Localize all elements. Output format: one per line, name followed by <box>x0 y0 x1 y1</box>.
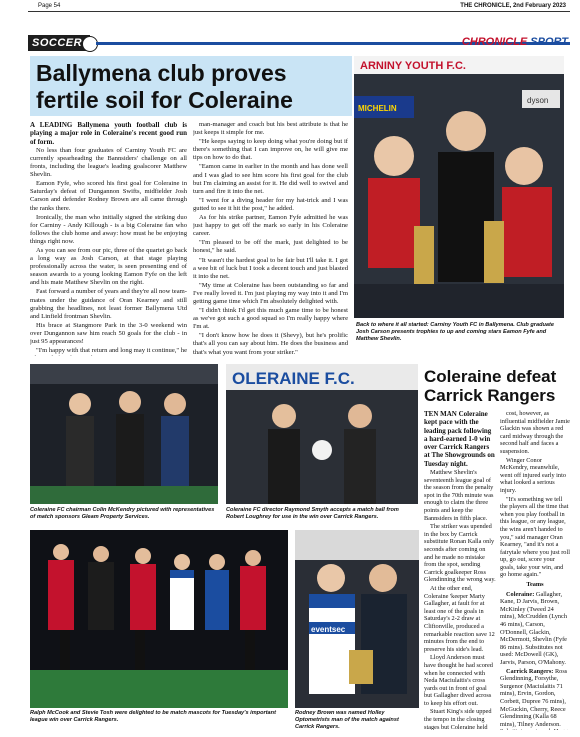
motm-photo-art <box>295 530 419 708</box>
second-col1-paragraph: At the other end, Coleraine 'keeper Marty Gallagher, at fault for at least one of the goals in Saturday's 2-2 draw at Cliftonville, produced a remarkable reaction save 12 minutes from the end to preserve his side's lead. <box>424 584 495 653</box>
teams-heading: Teams <box>526 581 544 589</box>
main-col2-paragraph: "I went for a diving header for my hat-trick and I was gutted to see it hit the post," he added. <box>193 196 348 212</box>
michelin-text: MICHELIN <box>358 104 397 113</box>
director-photo-art <box>226 364 418 504</box>
brand-second: SPORT <box>530 36 568 48</box>
carrick-lineup: Carrick Rangers: Ross Glendinning, Forsythe, Surgenor (Maciulaitis 71 mins), Ervin, Gordon, Corbett, Dupree 76 mins), McGuckin, Cherry, Reece Glendinning (Kalla 68 mins), Tilney Anderson. <box>500 667 568 728</box>
main-col2-paragraph: "I didn't think I'd get this much game time to be honest as we've got such a good squad so I'm really happy where I'm at. <box>193 307 348 331</box>
main-col2-paragraph: man-manager and coach but his best attribute is that he just keeps it simple for me. <box>193 121 348 137</box>
motm-photo <box>295 530 419 708</box>
mascots-photo-art <box>30 530 288 708</box>
second-col1-paragraph: Stuart King's side upped the tempo in the closing stages but Coleraine held <box>424 708 492 730</box>
second-col1-paragraph: TEN MAN Coleraine kept pace with the leading pack following a hard-earned 1-0 win over Carrick Rangers at The Showgrounds on Tuesday night. <box>424 410 495 468</box>
main-col1-paragraph: Eamon Fyfe, who scored his first goal for Coleraine in Saturday's defeat of Dungannon Swifts, midfielder Josh Carson and defender Rodney Brown are all came through the ranks there. <box>30 180 187 212</box>
brand-first: CHRONICLE <box>461 36 528 48</box>
carniny-youth-photo <box>354 56 564 318</box>
carrick-lineup-label: Carrick Rangers: <box>506 667 555 675</box>
mascots-photo <box>30 530 288 708</box>
coleraine-lineup-label: Coleraine: <box>506 590 536 598</box>
mascots-caption: Ralph McCook and Stevie Tosh were delighted to be match mascots for Tuesday's important league win over Carrick Rangers. <box>30 710 276 723</box>
second-col1-paragraph: The striker was upended in the box by Carrick substitute Ronan Kalla only seconds after coming on and he made no mistake from the spot, sending Carrick goalkeeper Ross Glendinning the wrong way. <box>424 523 496 584</box>
page-number: Page 54 <box>38 3 61 9</box>
main-story-column-2 <box>193 121 348 356</box>
header-rule <box>28 11 570 12</box>
main-col1-paragraph: Ironically, the man who initially signed the striking duo for Carniny - Andy Killough - is a big Coleraine fan who follows the club home and away: how must he be enjoying things right now. <box>30 213 187 245</box>
director-photo <box>226 364 418 504</box>
coleraine-lineup: Coleraine: Gallagher, Kane, D Jarvis, Brown, McKinley (Tweed 24 mins), McCrudden (Lynch 46 mins), Carson, O'Donnell, Glackin, McDermott, Shevlin (Fyfe 86 mins). Substitutes not used: McDowell (GK), Jarvis, Parson, O'Mahony. <box>500 590 567 666</box>
motm-shirt-text: eventsec <box>311 625 346 634</box>
section-label-text: SOCCER <box>32 37 83 49</box>
second-headline: Coleraine defeat Carrick Rangers <box>424 367 557 405</box>
main-col2-paragraph: "My time at Coleraine has been outstanding so far and I've really loved it. I'm just playing my way into it and I'm getting game time which I'm absolutely delighted with. <box>193 281 348 305</box>
main-col2-paragraph: "I don't know how he does it (Shevy), but he's prolific that's all you can say about him. He does the business and that's what you want from your striker." <box>193 332 348 356</box>
carniny-photo-art <box>354 56 564 318</box>
brand-logo <box>462 36 568 48</box>
publication-date: THE CHRONICLE, 2nd February 2023 <box>460 3 566 9</box>
main-col2-paragraph: "He keeps saying to keep doing what you're doing but if there's something that I can improve on, he will give me tips on how to do that. <box>193 138 348 162</box>
chairman-photo <box>30 364 218 504</box>
section-label <box>28 35 90 51</box>
second-col2-paragraph: cost, however, as influential midfielder Jamie Glackin was shown a red card midway through the second half and faces a suspension. <box>500 410 570 455</box>
main-col2-paragraph: "Eamon came in earlier in the month and has done well and I was glad to see him score his first goal for the club but I'm claiming an assist for it. He did well to swivel and turn and fire it into the net. <box>193 163 348 195</box>
second-col1-paragraph: Matthew Shevlin's seventeenth league goal of the season from the penalty spot in the 70th minute was enough to claim the three points and keep the Bannsiders in fifth place. <box>424 469 494 522</box>
main-col1-paragraph: As you can see from our pic, three of the quartet go back a long way as Josh Carson, at that stage playing professionally across the water, is seen presenting end of season awards to a young looking Eamon Fyfe on the left and his mate Matthew Shevlin on the right. <box>30 247 187 287</box>
main-col2-paragraph: As for his strike partner, Eamon Fyfe admitted he was just happy to get off the mark so early in his Coleraine career. <box>193 214 348 238</box>
main-col2-paragraph: "I'm pleased to be off the mark, just delighted to be honest," he said. <box>193 239 348 255</box>
director-caption: Coleraine FC director Raymond Smyth accepts a match ball from Robert Loughrey for use in the win over Carrick Rangers. <box>226 507 399 520</box>
main-col1-paragraph: A LEADING Ballymena youth football club is playing a major role in Coleraine's recent good run of form. <box>30 121 187 146</box>
main-story-column-1 <box>30 121 187 356</box>
main-col2-paragraph: "It wasn't the hardest goal to be fair but I'll take it. I got a wee bit of luck but I took a decent touch and just blasted it into the net. <box>193 256 348 280</box>
chairman-caption: Coleraine FC chairman Colin McKendry pictured with representatives of match sponsors Gleam Property Services. <box>30 507 215 520</box>
second-col2-paragraph: Winger Conor McKendry, meanwhile, went off injured early into what looked a serious injury. <box>500 456 566 494</box>
chairman-photo-art <box>30 364 218 504</box>
dyson-text: dyson <box>527 96 549 105</box>
second-col2-paragraph: "It's something we tell the players all the time that when you play football in this league, or any league, the wins aren't handed to you," said manager Oran Kearney, "and it's not a fairytale where you just roll up, go out, score your goals, take your win, and go home again." <box>500 495 570 579</box>
second-col1-paragraph: Lloyd Anderson must have thought he had scored when he connected with Neda Maciulaitis's cross yards out in front of goal but Gallagher dived across to keep his effort out. <box>424 654 493 707</box>
main-col1-paragraph: No less than four graduates of Carniny Youth FC are currently spearheading the Bannsiders' challenge on all fronts, including the league's leading goalscorer Matthew Shevlin. <box>30 146 187 179</box>
main-photo-caption: Back to where it all started: Carniny Youth FC in Ballymena. Club graduate Josh Carson presents trophies to up and coming stars Eamon Fyfe and Matthew Shevlin. <box>356 322 554 342</box>
main-col1-paragraph: Fast forward a number of years and they're all now team-mates under the guidance of Oran Kearney and still grabbing the headlines, not least former Ballymena Utd and Linfield frontman Shevlin. <box>30 288 187 320</box>
main-col1-paragraph: "I'm happy with that return and long may it continue," he <box>36 347 187 355</box>
motm-caption: Rodney Brown was named Holley Optometrists man of the match against Carrick Rangers. <box>295 710 399 730</box>
main-headline: Ballymena club proves fertile soil for Coleraine <box>36 60 293 113</box>
director-banner-text: OLERAINE F.C. <box>232 369 355 388</box>
second-story-column-2 <box>500 410 570 730</box>
second-story-column-1 <box>424 410 496 730</box>
carniny-banner-text: ARNINY YOUTH F.C. <box>360 60 466 72</box>
main-col1-paragraph: His brace at Stangmore Park in the 3-0 weekend win over Dungannon saw him reach 50 goals for the club - in just 95 appearances! <box>30 321 187 346</box>
